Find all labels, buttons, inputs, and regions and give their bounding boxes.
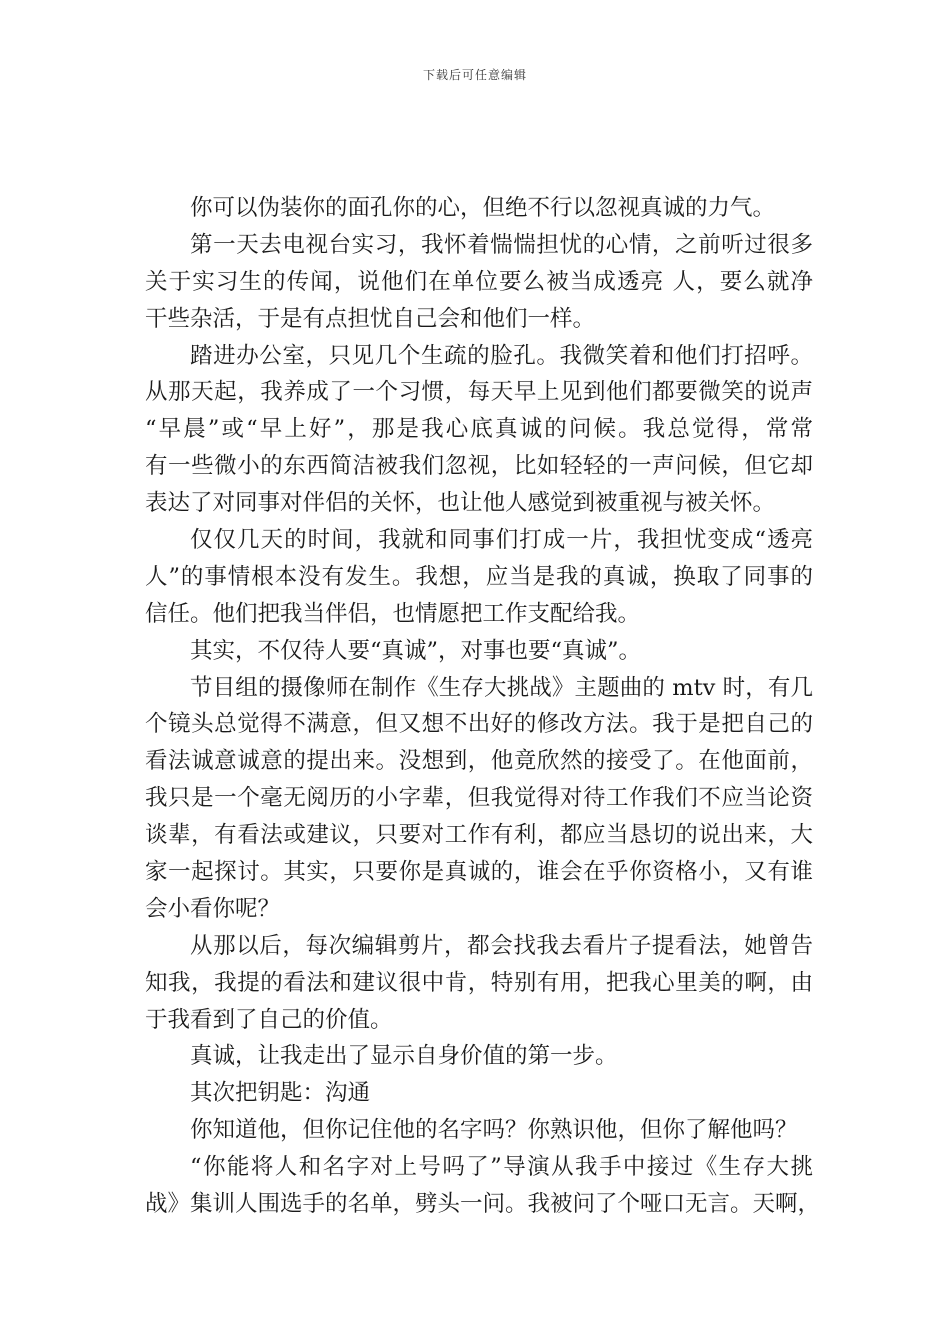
- text-line: 知我，我提的看法和建议很中肯，特别有用，把我心里美的啊，由: [145, 969, 813, 996]
- text-line: 真诚，让我走出了显示自身价值的第一步。: [190, 1043, 618, 1070]
- text-line: 我只是一个毫无阅历的小字辈，但我觉得对待工作我们不应当论资: [145, 785, 813, 812]
- text-line: 从那以后，每次编辑剪片，都会找我去看片子提看法，她曾告: [190, 932, 813, 959]
- text-line: 人”的事情根本没有发生。我想，应当是我的真诚，换取了同事的: [145, 563, 813, 590]
- text-line: “早晨”或“早上好”，那是我心底真诚的问候。我总觉得，常常: [145, 416, 813, 443]
- page-header-note: 下载后可任意编辑: [422, 68, 527, 82]
- text-line: 于我看到了自己的价值。: [145, 1006, 393, 1033]
- text-line: 家一起探讨。其实，只要你是真诚的，谁会在乎你资格小，又有谁: [145, 859, 813, 886]
- text-line: 个镜头总觉得不满意，但又想不出好的修改方法。我于是把自己的: [145, 711, 813, 738]
- text-line: 信任。他们把我当伴侣，也情愿把工作支配给我。: [145, 600, 641, 627]
- text-line: 你知道他，但你记住他的名字吗？你熟识他，但你了解他吗？: [190, 1117, 798, 1144]
- text-line: 从那天起，我养成了一个习惯，每天早上见到他们都要微笑的说声: [145, 379, 813, 406]
- text-line: 战》集训人围选手的名单，劈头一问。我被问了个哑口无言。天啊，: [145, 1191, 821, 1218]
- text-line: 干些杂活，于是有点担忧自己会和他们一样。: [145, 305, 596, 332]
- text-line: “你能将人和名字对上号吗了”导演从我手中接过《生存大挑: [190, 1154, 813, 1181]
- text-line: 有一些微小的东西简洁被我们忽视，比如轻轻的一声问候，但它却: [145, 453, 813, 480]
- text-line: 踏进办公室，只见几个生疏的脸孔。我微笑着和他们打招呼。: [190, 342, 813, 369]
- text-line: 谈辈，有看法或建议，只要对工作有利，都应当恳切的说出来，大: [145, 822, 813, 849]
- text-line: 关于实习生的传闻，说他们在单位要么被当成透亮 人，要么就净: [145, 268, 813, 295]
- text-line: 看法诚意诚意的提出来。没想到，他竟欣然的接受了。在他面前，: [145, 748, 813, 775]
- body-text: [145, 190, 821, 1223]
- text-line: 第一天去电视台实习，我怀着惴惴担忧的心情，之前听过很多: [190, 231, 813, 258]
- text-line: 会小看你呢？: [145, 895, 281, 922]
- text-line: 其实，不仅待人要“真诚”，对事也要“真诚”。: [190, 637, 642, 664]
- text-line: 其次把钥匙：沟通: [190, 1080, 371, 1107]
- text-line: 表达了对同事对伴侣的关怀，也让他人感觉到被重视与被关怀。: [145, 490, 776, 517]
- text-line: 你可以伪装你的面孔你的心，但绝不行以忽视真诚的力气。: [190, 195, 776, 221]
- text-line: 仅仅几天的时间，我就和同事们打成一片，我担忧变成“透亮: [190, 527, 813, 554]
- text-line: 节目组的摄像师在制作《生存大挑战》主题曲的 mtv 时，有几: [190, 674, 813, 701]
